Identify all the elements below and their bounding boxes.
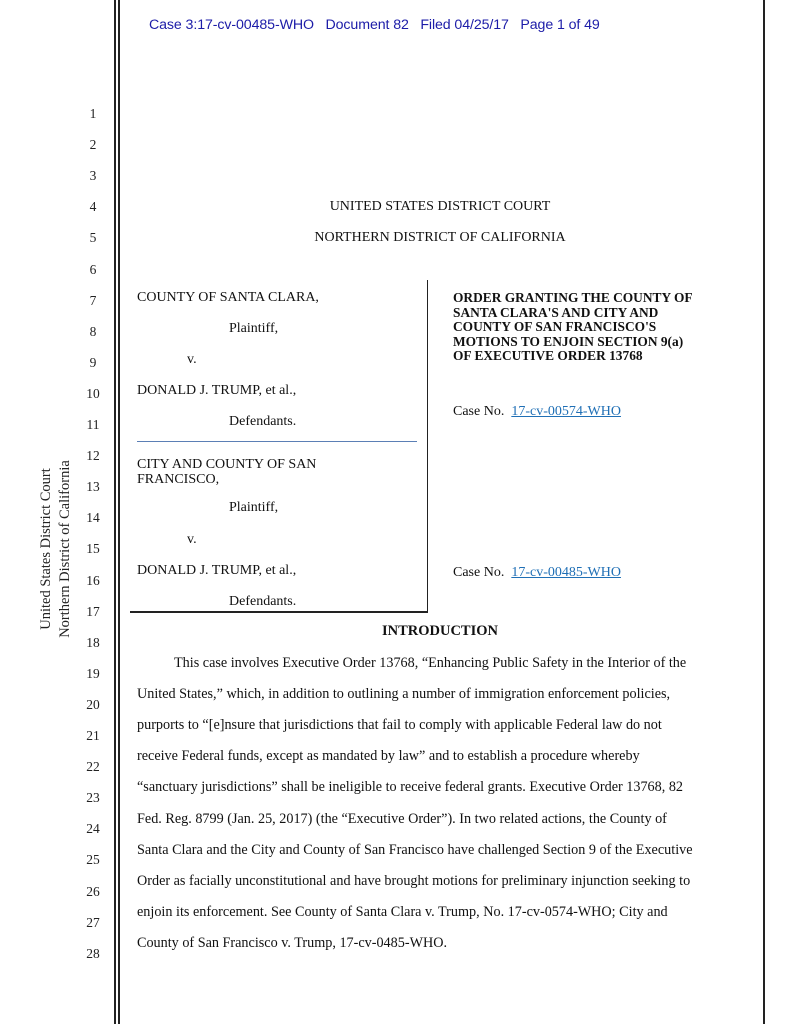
case2-defendant: DONALD J. TRUMP, et al., (137, 563, 297, 578)
line-number: 26 (86, 883, 100, 899)
line-number: 5 (89, 230, 97, 246)
case2-plaintiff-role: Plaintiff, (229, 500, 279, 515)
order-title (453, 291, 693, 364)
left-margin-rule-outer (114, 0, 116, 1024)
case1-label: Case No. (453, 404, 505, 419)
case2-label: Case No. (453, 565, 505, 580)
header-case-number: Case 3:17-cv-00485-WHO (149, 17, 314, 33)
court-district: NORTHERN DISTRICT OF CALIFORNIA (314, 230, 566, 245)
case2-plaintiff-line1: CITY AND COUNTY OF SAN (137, 457, 317, 472)
order-title-line: COUNTY OF SAN FRANCISCO'S (453, 319, 657, 335)
line-number: 16 (86, 572, 100, 588)
case2-defendant-role: Defendants. (229, 594, 297, 609)
caption-rule-bottom (130, 611, 428, 613)
line-number: 24 (86, 821, 100, 837)
introduction-heading: INTRODUCTION (381, 623, 498, 639)
order-title-line: MOTIONS TO ENJOIN SECTION 9(a) (453, 333, 684, 349)
line-number: 2 (89, 137, 97, 153)
line-number: 7 (89, 292, 97, 308)
case1-number-block (453, 404, 621, 420)
order-title-line: OF EXECUTIVE ORDER 13768 (453, 348, 643, 364)
paragraph-line: enjoin its enforcement. See County of Santa Clara v. Trump, No. 17-cv-0574-WHO; City and (137, 903, 668, 920)
line-number: 21 (86, 728, 100, 743)
case2-versus: v. (187, 532, 197, 547)
line-number: 11 (86, 417, 100, 432)
header-page-count: Page 1 of 49 (520, 17, 600, 33)
case1-number-link[interactable]: 17-cv-00574-WHO (511, 404, 621, 419)
line-number: 23 (86, 790, 100, 806)
line-number: 18 (86, 634, 100, 650)
case1-defendant: DONALD J. TRUMP, et al., (137, 383, 297, 398)
caption-divider (427, 280, 428, 613)
paragraph-line: County of San Francisco v. Trump, 17-cv-0485-WHO. (137, 934, 447, 951)
line-number: 15 (86, 541, 100, 557)
case1-plaintiff: COUNTY OF SANTA CLARA, (137, 290, 319, 305)
case2-number-link[interactable]: 17-cv-00485-WHO (511, 565, 621, 580)
line-number: 14 (86, 510, 100, 526)
paragraph-line: purports to “[e]nsure that jurisdictions that fail to comply with applicable Federal law do not (137, 717, 662, 734)
line-number: 17 (86, 603, 100, 619)
line-number: 8 (89, 323, 97, 339)
caption-rule-middle (137, 441, 417, 442)
line-number: 12 (86, 448, 100, 464)
line-number: 22 (86, 759, 100, 775)
right-margin-rule (763, 0, 765, 1024)
line-number: 10 (86, 385, 100, 401)
paragraph-line: This case involves Executive Order 13768, “Enhancing Public Safety in the Interior of the (174, 655, 687, 671)
order-title-line: ORDER GRANTING THE COUNTY OF (453, 290, 693, 305)
paragraph-line: Santa Clara and the City and County of San Francisco have challenged Section 9 of the Executive (137, 841, 693, 858)
sidebar-line-1: United States District Court (38, 468, 54, 630)
case1-versus: v. (187, 352, 197, 367)
case2-plaintiff-line2: FRANCISCO, (137, 472, 220, 487)
sidebar-court-name (37, 460, 75, 638)
left-margin-rule-inner (118, 0, 120, 1024)
line-number: 13 (86, 479, 100, 495)
case1-defendant-role: Defendants. (229, 414, 297, 429)
paragraph-line: United States,” which, in addition to outlining a number of immigration enforcement policies, (137, 686, 671, 703)
court-name: UNITED STATES DISTRICT COURT (329, 199, 551, 214)
case1-plaintiff-role: Plaintiff, (229, 321, 279, 336)
line-number: 6 (89, 261, 97, 277)
line-number: 20 (86, 696, 100, 712)
line-number: 27 (86, 914, 100, 930)
paragraph-line: “sanctuary jurisdictions” shall be ineligible to receive federal grants. Executive Order 13768, 82 (137, 779, 684, 796)
line-number: 1 (89, 106, 97, 121)
ecf-header (149, 17, 600, 33)
sidebar-line-2: Northern District of California (57, 460, 73, 638)
line-number: 28 (86, 945, 100, 961)
paragraph-line: Order as facially unconstitutional and have brought motions for preliminary injunction seeking to (137, 872, 691, 889)
case2-number-block (453, 565, 621, 581)
line-number: 19 (86, 665, 100, 681)
order-title-line: SANTA CLARA'S AND CITY AND (453, 304, 659, 320)
case2-plaintiff (137, 457, 316, 487)
line-number: 25 (86, 852, 100, 868)
line-number: 3 (89, 168, 97, 184)
line-number: 9 (89, 354, 97, 370)
line-number: 4 (89, 199, 97, 215)
header-document-number: Document 82 (325, 17, 409, 33)
paragraph-line: Fed. Reg. 8799 (Jan. 25, 2017) (the “Executive Order”). In two related actions, the County of (137, 810, 667, 827)
header-filed-date: Filed 04/25/17 (420, 17, 509, 33)
paragraph-line: receive Federal funds, except as mandated by law” and to establish a procedure whereby (137, 748, 640, 765)
